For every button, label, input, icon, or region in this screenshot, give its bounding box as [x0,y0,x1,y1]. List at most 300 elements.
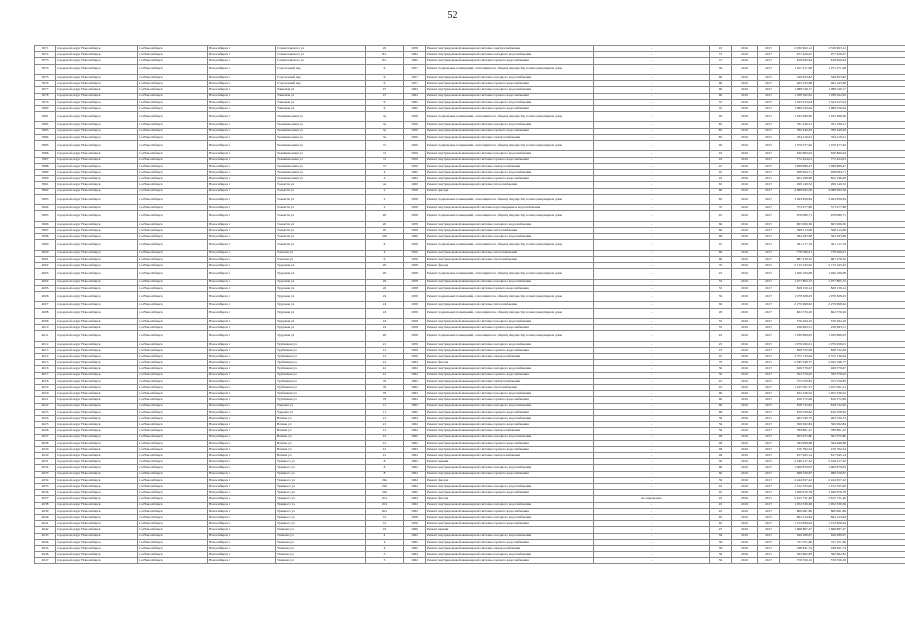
cell-house-number: 26 [366,279,404,285]
cell-district: городской округ Новосибирск [56,157,138,163]
cell-year-end: 2017 [758,403,780,409]
cell-street: Турбинная ул [276,341,366,347]
cell-municipality: г.о.Новосибирск [138,372,208,378]
cell-year-end: 2017 [758,64,780,74]
cell-cost-total: 816 572,96 [814,397,848,403]
cell-area: 45 [710,169,732,175]
cell-note: - [594,74,710,80]
cell-area: 30 [710,459,732,465]
cell-house-number: 2 [366,205,404,211]
cell-street: Танковая ул [276,93,366,99]
cell-year-start: 2016 [732,514,758,520]
cell-year-start: 2016 [732,46,758,52]
cell-year-start: 2016 [732,331,758,341]
cell-year-start: 2016 [732,141,758,151]
cell-area: 45 [710,385,732,391]
cell-locality: Новосибирск г [208,434,276,440]
cell-district: городской округ Новосибирск [56,302,138,308]
cell-note: - [594,81,710,87]
cell-street: Турбинная ул [276,378,366,384]
cell-district: городской округ Новосибирск [56,422,138,428]
cell-district: городской округ Новосибирск [56,182,138,188]
cell-year-start: 2016 [732,318,758,324]
cell-build-year: 1958 [404,279,426,285]
cell-build-year: 1962 [404,99,426,105]
cell-area: 60 [710,465,732,471]
cell-note: - [594,428,710,434]
cell-year-end: 2017 [758,163,780,169]
cell-district: городской округ Новосибирск [56,122,138,128]
cell-municipality: г.о.Новосибирск [138,397,208,403]
cell-street: Урицкого ул [276,477,366,483]
cell-area: 65 [710,182,732,188]
cell-street: Урицкого ул [276,484,366,490]
cell-locality: Новосибирск г [208,122,276,128]
cell-district: городской округ Новосибирск [56,502,138,508]
cell-note: - [594,325,710,331]
cell-build-year: 1956 [404,141,426,151]
cell-street: Телевизионная ул [276,169,366,175]
cell-cost: 772 424,01 [780,157,814,163]
cell-year-start: 2016 [732,285,758,291]
cell-locality: Новосибирск г [208,539,276,545]
cell-note: - [594,403,710,409]
table-row [35,558,905,564]
cell-locality: Новосибирск г [208,128,276,134]
cell-note: - [594,194,710,204]
cell-municipality: г.о.Новосибирск [138,453,208,459]
cell-street: Ушакова ул [276,539,366,545]
cell-locality: Новосибирск г [208,302,276,308]
cell-district: городской округ Новосибирск [56,211,138,221]
cell-cost-total: 828 722,09 [814,347,848,353]
cell-locality: Новосибирск г [208,134,276,140]
cell-street: Тольятти ул [276,194,366,204]
cell-row-number: 4001 [35,256,56,262]
cell-build-year: 1962 [404,477,426,483]
cell-build-year: 1958 [404,269,426,279]
cell-year-start: 2016 [732,409,758,415]
cell-year-start: 2016 [732,465,758,471]
cell-house-number: 7а [366,151,404,157]
cell-municipality: г.о.Новосибирск [138,64,208,74]
cell-locality: Новосибирск г [208,378,276,384]
cell-note: - [594,269,710,279]
cell-district: городской округ Новосибирск [56,46,138,52]
cell-municipality: г.о.Новосибирск [138,269,208,279]
cell-work-type: Ремонт внутридомовой инженерной системы горячего водоснабжения [426,285,594,291]
cell-street: Трудовая ул [276,308,366,318]
cell-municipality: г.о.Новосибирск [138,308,208,318]
cell-house-number: 47 [366,87,404,93]
cell-cost-total: 630 860,04 [814,151,848,157]
cell-row-number: 4008 [35,308,56,318]
cell-municipality: г.о.Новосибирск [138,471,208,477]
cell-cost: 791 236,51 [780,122,814,128]
cell-house-number: 79 [366,378,404,384]
cell-build-year: 1957 [404,81,426,87]
cell-municipality: г.о.Новосибирск [138,157,208,163]
cell-street: Танковая ул [276,87,366,93]
cell-house-number: 8/1 [366,58,404,64]
cell-cost: 678 080,71 [780,211,814,221]
cell-build-year: 1962 [404,459,426,465]
cell-year-start: 2016 [732,428,758,434]
cell-work-type: Ремонт внутридомовой инженерной системы холодного водоснабжения [426,52,594,58]
cell-district: городской округ Новосибирск [56,477,138,483]
cell-note: - [594,415,710,421]
cell-build-year: 1956 [404,112,426,122]
cell-cost-total: 562 662,83 [814,552,848,558]
cell-locality: Новосибирск г [208,422,276,428]
table-row [35,141,905,151]
cell-cost: 236 993,51 [780,325,814,331]
cell-district: городской округ Новосибирск [56,74,138,80]
cell-year-start: 2016 [732,256,758,262]
cell-street: Ударная ул [276,403,366,409]
cell-locality: Новосибирск г [208,64,276,74]
cell-cost: 822 196,09 [780,176,814,182]
cell-row-number: 4040 [35,514,56,520]
cell-area: 59 [710,477,732,483]
cell-work-type: Ремонт внутридомовой инженерной системы электроснабжения [426,378,594,384]
cell-row-number: 4000 [35,250,56,256]
cell-build-year: 1962 [404,93,426,99]
cell-row-number: 3994 [35,205,56,211]
cell-locality: Новосибирск г [208,552,276,558]
cell-row-number: 3990 [35,176,56,182]
cell-work-type: Ремонт внутридомовой инженерной системы горячего водоснабжения [426,58,594,64]
cell-note: - [594,539,710,545]
cell-year-end: 2017 [758,318,780,324]
cell-district: городской округ Новосибирск [56,484,138,490]
cell-street: Тольятти ул [276,205,366,211]
cell-cost: 762 576,02 [780,372,814,378]
cell-cost-total: 1 079 206,01 [814,341,848,347]
cell-year-start: 2016 [732,397,758,403]
cell-work-type: Ремонт внутридомовой инженерной системы горячего водоснабжения [426,440,594,446]
cell-municipality: г.о.Новосибирск [138,279,208,285]
cell-work-type: Ремонт внутридомовой инженерной системы холодного водоснабжения [426,318,594,324]
cell-cost: 1 188 562,02 [780,93,814,99]
cell-year-start: 2016 [732,205,758,211]
cell-note: - [594,502,710,508]
cell-house-number: 24 [366,325,404,331]
cell-district: городской округ Новосибирск [56,279,138,285]
cell-work-type: Ремонт внутридомовой инженерной системы теплоснабжения [426,302,594,308]
cell-cost: 816 558,62 [780,409,814,415]
cell-municipality: г.о.Новосибирск [138,347,208,353]
cell-area: 59 [710,558,732,564]
cell-district: городской округ Новосибирск [56,446,138,452]
cell-work-type: Ремонт фасада [426,188,594,194]
cell-municipality: г.о.Новосибирск [138,87,208,93]
cell-cost-total: 576 294,16 [814,318,848,324]
cell-locality: Новосибирск г [208,99,276,105]
cell-house-number: 20 [366,46,404,52]
cell-locality: Новосибирск г [208,490,276,496]
cell-cost-total: 1 152 335,00 [814,484,848,490]
cell-municipality: г.о.Новосибирск [138,256,208,262]
cell-municipality: г.о.Новосибирск [138,74,208,80]
cell-year-start: 2016 [732,227,758,233]
cell-row-number: 3971 [35,46,56,52]
cell-street: Танковая ул [276,105,366,111]
cell-year-start: 2016 [732,453,758,459]
cell-locality: Новосибирск г [208,527,276,533]
cell-street: Ватина ул [276,440,366,446]
cell-cost: 2 045 548,77 [780,360,814,366]
cell-year-start: 2016 [732,347,758,353]
cell-note: - [594,508,710,514]
cell-locality: Новосибирск г [208,347,276,353]
cell-street: Трудовая ул [276,269,366,279]
table-row [35,331,905,341]
cell-year-end: 2017 [758,240,780,250]
cell-note: - [594,128,710,134]
cell-year-end: 2017 [758,279,780,285]
cell-district: городской округ Новосибирск [56,240,138,250]
cell-municipality: г.о.Новосибирск [138,459,208,465]
cell-note: - [594,93,710,99]
cell-house-number: 20 [366,331,404,341]
cell-district: городской округ Новосибирск [56,372,138,378]
cell-row-number: 4018 [35,378,56,384]
cell-year-end: 2017 [758,558,780,564]
cell-empty [848,112,905,122]
cell-row-number: 3980 [35,105,56,111]
cell-district: городской округ Новосибирск [56,151,138,157]
cell-house-number: 5 [366,558,404,564]
cell-cost-total: 1 345 615,04 [814,99,848,105]
cell-note: - [594,527,710,533]
cell-year-start: 2016 [732,279,758,285]
cell-work-type: Ремонт внутридомовой инженерной системы холодного водоснабжения [426,74,594,80]
cell-cost-total: 818 722,92 [814,403,848,409]
cell-area: 60 [710,74,732,80]
cell-municipality: г.о.Новосибирск [138,151,208,157]
cell-cost: 2 270 698,62 [780,302,814,308]
cell-municipality: г.о.Новосибирск [138,484,208,490]
cell-cost-total: 602 576,29 [814,308,848,318]
cell-district: городской округ Новосибирск [56,385,138,391]
cell-street: Ударная ул [276,409,366,415]
cell-note: - [594,459,710,465]
cell-house-number: 29а [366,490,404,496]
cell-year-end: 2017 [758,157,780,163]
cell-work-type: Ремонт внутридомовой инженерной системы холодного водоснабжения [426,279,594,285]
cell-area: 30 [710,372,732,378]
cell-district: городской округ Новосибирск [56,409,138,415]
cell-cost-total: 687 478,32 [814,256,848,262]
cell-year-end: 2017 [758,434,780,440]
cell-locality: Новосибирск г [208,52,276,58]
cell-work-type: Ремонт внутридомовой инженерной системы горячего водоснабжения [426,422,594,428]
cell-locality: Новосибирск г [208,74,276,80]
cell-note: - [594,545,710,551]
cell-note: - [594,409,710,415]
cell-build-year: 1956 [404,122,426,128]
cell-build-year: 1962 [404,87,426,93]
cell-row-number: 3998 [35,234,56,240]
cell-street: Турбинная ул [276,360,366,366]
cell-street: Тольятти ул [276,182,366,188]
cell-district: городской округ Новосибирск [56,558,138,564]
cell-empty [848,240,905,250]
cell-year-end: 2017 [758,134,780,140]
table-row [35,64,905,74]
cell-cost: 546 833,82 [780,74,814,80]
cell-build-year: 1962 [404,484,426,490]
cell-house-number: 9 [366,64,404,74]
cell-district: городской округ Новосибирск [56,459,138,465]
cell-cost: 299 149,52 [780,182,814,188]
cell-build-year: 1962 [404,105,426,111]
cell-year-end: 2017 [758,552,780,558]
cell-note: - [594,360,710,366]
cell-year-start: 2016 [732,533,758,539]
cell-note: - [594,372,710,378]
cell-build-year: 1962 [404,176,426,182]
cell-municipality: г.о.Новосибирск [138,194,208,204]
cell-cost-total: 594 998,68 [814,440,848,446]
cell-work-type: Ремонт внутридомовой инженерной системы электроснабжения [426,163,594,169]
cell-municipality: г.о.Новосибирск [138,391,208,397]
cell-row-number: 4025 [35,422,56,428]
cell-empty [848,291,905,301]
cell-year-end: 2017 [758,378,780,384]
cell-locality: Новосибирск г [208,234,276,240]
cell-area: 48 [710,453,732,459]
cell-work-type: Ремонт внутридомовой инженерной системы электроснабжения [426,134,594,140]
cell-cost-total: 1 435 496,60 [814,112,848,122]
cell-municipality: г.о.Новосибирск [138,446,208,452]
cell-build-year: 1962 [404,58,426,64]
cell-locality: Новосибирск г [208,169,276,175]
cell-street: Ушакова ул [276,545,366,551]
cell-area: 60 [710,227,732,233]
cell-row-number: 4034 [35,477,56,483]
cell-street: Станиславского ул [276,46,366,52]
cell-house-number: 79 [366,397,404,403]
cell-build-year: 1960 [404,234,426,240]
cell-row-number: 4044 [35,539,56,545]
cell-municipality: г.о.Новосибирск [138,128,208,134]
cell-area: 22 [710,331,732,341]
cell-empty [848,194,905,204]
cell-year-end: 2017 [758,205,780,211]
cell-municipality: г.о.Новосибирск [138,514,208,520]
cell-build-year: 1958 [404,46,426,52]
cell-district: городской округ Новосибирск [56,391,138,397]
cell-year-end: 2017 [758,105,780,111]
cell-row-number: 4009 [35,318,56,324]
cell-work-type: Ремонт внутридомовой инженерной системы холодного водоснабжения [426,169,594,175]
cell-locality: Новосибирск г [208,477,276,483]
cell-street: Стрелочный пер [276,64,366,74]
cell-cost: 630 860,04 [780,151,814,157]
cell-locality: Новосибирск г [208,471,276,477]
cell-row-number: 3995 [35,211,56,221]
cell-build-year: 1956 [404,157,426,163]
cell-note: - [594,112,710,122]
cell-street: Турбинная ул [276,366,366,372]
cell-district: городской округ Новосибирск [56,539,138,545]
cell-build-year: 1962 [404,422,426,428]
cell-locality: Новосибирск г [208,163,276,169]
cell-municipality: г.о.Новосибирск [138,440,208,446]
cell-area: 45 [710,378,732,384]
cell-street: Урицкого ул [276,502,366,508]
cell-locality: Новосибирск г [208,151,276,157]
cell-municipality: г.о.Новосибирск [138,52,208,58]
cell-row-number: 4006 [35,291,56,301]
cell-district: городской округ Новосибирск [56,397,138,403]
cell-area: 22 [710,269,732,279]
cell-row-number: 3988 [35,163,56,169]
cell-note: - [594,99,710,105]
cell-note: - [594,105,710,111]
cell-locality: Новосибирск г [208,533,276,539]
cell-district: городской округ Новосибирск [56,128,138,134]
cell-note: - [594,514,710,520]
cell-locality: Новосибирск г [208,341,276,347]
cell-house-number: 4 [366,176,404,182]
cell-street: Турбинная ул [276,391,366,397]
cell-house-number: 3а [366,122,404,128]
cell-house-number: 41 [366,453,404,459]
cell-build-year: 1962 [404,52,426,58]
cell-cost: 2 615 731,40 [780,496,814,502]
cell-note: - [594,347,710,353]
cell-note: - [594,211,710,221]
cell-street: Томская ул [276,250,366,256]
cell-locality: Новосибирск г [208,211,276,221]
cell-street: Ватина ул [276,415,366,421]
cell-municipality: г.о.Новосибирск [138,227,208,233]
cell-municipality: г.о.Новосибирск [138,250,208,256]
cell-year-end: 2017 [758,508,780,514]
cell-work-type: Ремонт внутридомовой инженерной системы холодного водоснабжения [426,87,594,93]
cell-year-start: 2016 [732,471,758,477]
cell-cost: 2 244 657,22 [780,477,814,483]
cell-area: 35 [710,105,732,111]
cell-row-number: 4020 [35,391,56,397]
cell-cost-total: 894 124,64 [814,514,848,520]
cell-cost-total: 977 426,07 [814,52,848,58]
cell-municipality: г.о.Новосибирск [138,496,208,502]
cell-area: 30 [710,291,732,301]
cell-municipality: г.о.Новосибирск [138,403,208,409]
cell-work-type: Ремонт внутридомовой инженерной системы холодного водоснабжения [426,234,594,240]
cell-house-number: 8 [366,459,404,465]
table-row [35,308,905,318]
cell-area: 35 [710,318,732,324]
cell-municipality: г.о.Новосибирск [138,558,208,564]
cell-area: 45 [710,211,732,221]
cell-municipality: г.о.Новосибирск [138,58,208,64]
cell-row-number: 4035 [35,484,56,490]
cell-house-number: 20 [366,227,404,233]
cell-cost-total: 248 841,74 [814,545,848,551]
cell-work-type: Ремонт внутридомовой инженерной системы горячего водоснабжения [426,93,594,99]
cell-year-end: 2017 [758,250,780,256]
cell-house-number: 8 [366,471,404,477]
cell-year-end: 2017 [758,227,780,233]
cell-build-year: 1962 [404,502,426,508]
cell-cost: 306 062,84 [780,422,814,428]
cell-house-number: 41 [366,434,404,440]
